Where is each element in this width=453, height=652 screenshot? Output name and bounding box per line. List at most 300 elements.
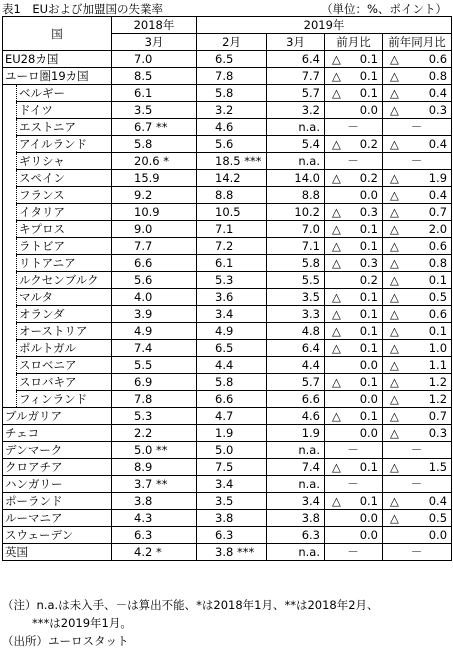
country-name: ルーマニア xyxy=(3,510,112,527)
value-2018-march: 4.0 xyxy=(112,289,197,306)
value-2019-march: n.a. xyxy=(267,153,325,170)
indent-cell xyxy=(3,391,17,408)
mom-change xyxy=(325,170,383,187)
value-2019-feb: 3.8 xyxy=(197,510,267,527)
value-2018-march: 6.7 ** xyxy=(112,119,197,136)
table-row xyxy=(3,425,452,442)
yoy-triangle: △ xyxy=(390,392,399,406)
mom-change xyxy=(325,527,383,544)
mom-change xyxy=(325,340,383,357)
yoy-triangle: △ xyxy=(390,103,399,117)
header-2019-feb: 2月 xyxy=(197,34,267,51)
table-row xyxy=(3,204,452,221)
yoy-triangle: △ xyxy=(390,409,399,423)
value-2019-march: n.a. xyxy=(267,544,325,561)
mom-change xyxy=(325,187,383,204)
value-2019-march: 7.4 xyxy=(267,459,325,476)
value-2018-march: 5.8 xyxy=(112,136,197,153)
yoy-change xyxy=(383,323,452,340)
country-name: チェコ xyxy=(3,425,112,442)
mom-value: 0.1 xyxy=(359,460,378,474)
value-2019-feb: 5.3 xyxy=(197,272,267,289)
yoy-value: － xyxy=(410,545,423,559)
mom-value: 0.1 xyxy=(359,307,378,321)
mom-change xyxy=(325,425,383,442)
yoy-value: 1.0 xyxy=(428,341,448,355)
yoy-value: － xyxy=(410,477,423,491)
indent-cell xyxy=(3,119,17,136)
country-name: ブルガリア xyxy=(3,408,112,425)
value-2019-feb: 3.5 xyxy=(197,493,267,510)
value-2019-march: 6.4 xyxy=(267,340,325,357)
mom-change xyxy=(325,68,383,85)
table-row xyxy=(3,459,452,476)
mom-value: 0.1 xyxy=(359,69,378,83)
table-row xyxy=(3,323,452,340)
country-name: リトアニア xyxy=(17,255,112,272)
table-row xyxy=(3,170,452,187)
yoy-change xyxy=(383,442,452,459)
table-row xyxy=(3,68,452,85)
value-2019-march: 1.9 xyxy=(267,425,325,442)
note-source: （出所）ユーロスタット xyxy=(2,634,129,648)
mom-triangle: △ xyxy=(332,239,341,253)
mom-value: 0.0 xyxy=(359,392,378,406)
table-row xyxy=(3,119,452,136)
table-row xyxy=(3,153,452,170)
value-2018-march: 6.1 xyxy=(112,85,197,102)
yoy-value: 0.7 xyxy=(428,205,448,219)
yoy-change xyxy=(383,102,452,119)
value-2019-march: 3.4 xyxy=(267,493,325,510)
value-2019-feb: 6.6 xyxy=(197,391,267,408)
value-2018-march: 8.9 xyxy=(112,459,197,476)
indent-cell xyxy=(3,374,17,391)
yoy-change xyxy=(383,119,452,136)
title-row xyxy=(2,1,451,17)
country-name: ドイツ xyxy=(17,102,112,119)
value-2018-march: 5.0 ** xyxy=(112,442,197,459)
mom-change xyxy=(325,408,383,425)
value-2019-march: 5.7 xyxy=(267,85,325,102)
indent-cell xyxy=(3,238,17,255)
yoy-change xyxy=(383,391,452,408)
value-2018-march: 10.9 xyxy=(112,204,197,221)
yoy-change xyxy=(383,459,452,476)
mom-change xyxy=(325,51,383,68)
yoy-triangle: △ xyxy=(390,341,399,355)
value-2018-march: 7.4 xyxy=(112,340,197,357)
yoy-value: 0.8 xyxy=(428,256,448,270)
value-2018-march: 5.6 xyxy=(112,272,197,289)
value-2019-feb: 5.6 xyxy=(197,136,267,153)
mom-change xyxy=(325,374,383,391)
mom-change xyxy=(325,442,383,459)
value-2018-march: 20.6 * xyxy=(112,153,197,170)
value-2019-march: 5.7 xyxy=(267,374,325,391)
mom-change xyxy=(325,204,383,221)
mom-triangle: △ xyxy=(332,86,341,100)
value-2019-feb: 5.8 xyxy=(197,374,267,391)
value-2018-march: 5.5 xyxy=(112,357,197,374)
value-2018-march: 4.2 * xyxy=(112,544,197,561)
country-name: ベルギー xyxy=(17,85,112,102)
value-2019-march: 14.0 xyxy=(267,170,325,187)
value-2019-feb: 6.5 xyxy=(197,340,267,357)
mom-change xyxy=(325,136,383,153)
country-name: マルタ xyxy=(17,289,112,306)
value-2018-march: 4.9 xyxy=(112,323,197,340)
country-name: エストニア xyxy=(17,119,112,136)
yoy-triangle: △ xyxy=(390,358,399,372)
country-name: ポルトガル xyxy=(17,340,112,357)
value-2019-feb: 14.2 xyxy=(197,170,267,187)
value-2019-march: 7.7 xyxy=(267,68,325,85)
value-2018-march: 4.3 xyxy=(112,510,197,527)
yoy-change xyxy=(383,357,452,374)
mom-value: 0.1 xyxy=(359,324,378,338)
mom-change xyxy=(325,391,383,408)
value-2018-march: 7.8 xyxy=(112,391,197,408)
yoy-change xyxy=(383,476,452,493)
value-2019-feb: 6.5 xyxy=(197,51,267,68)
table-row xyxy=(3,442,452,459)
yoy-triangle: △ xyxy=(390,137,399,151)
mom-change xyxy=(325,323,383,340)
indent-cell xyxy=(3,204,17,221)
yoy-triangle: △ xyxy=(390,222,399,236)
yoy-triangle: △ xyxy=(390,273,399,287)
value-2019-feb: 3.8 *** xyxy=(197,544,267,561)
yoy-value: 0.8 xyxy=(428,69,448,83)
yoy-change xyxy=(383,544,452,561)
mom-value: － xyxy=(347,120,359,134)
yoy-change xyxy=(383,408,452,425)
mom-change xyxy=(325,153,383,170)
table-row xyxy=(3,357,452,374)
yoy-value: 0.3 xyxy=(428,426,448,440)
value-2019-feb: 7.5 xyxy=(197,459,267,476)
table-row xyxy=(3,272,452,289)
mom-change xyxy=(325,510,383,527)
country-name: フィンランド xyxy=(17,391,112,408)
mom-triangle: △ xyxy=(332,290,341,304)
value-2019-march: 4.6 xyxy=(267,408,325,425)
indent-cell xyxy=(3,340,17,357)
yoy-value: 0.4 xyxy=(428,137,448,151)
yoy-triangle: △ xyxy=(390,307,399,321)
mom-value: － xyxy=(347,545,359,559)
value-2019-feb: 3.4 xyxy=(197,306,267,323)
note-line-2: ***は2019年1月。 xyxy=(32,616,132,630)
value-2019-march: n.a. xyxy=(267,119,325,136)
indent-cell xyxy=(3,153,17,170)
mom-value: － xyxy=(347,443,359,457)
value-2019-march: 6.4 xyxy=(267,51,325,68)
yoy-value: 0.1 xyxy=(428,273,448,287)
country-name: アイルランド xyxy=(17,136,112,153)
yoy-triangle: △ xyxy=(390,426,399,440)
yoy-value: 0.0 xyxy=(428,528,448,542)
country-name: ルクセンブルク xyxy=(17,272,112,289)
table-row xyxy=(3,221,452,238)
yoy-change xyxy=(383,170,452,187)
table-row xyxy=(3,306,452,323)
table-row xyxy=(3,187,452,204)
mom-change xyxy=(325,544,383,561)
table-row xyxy=(3,289,452,306)
value-2018-march: 15.9 xyxy=(112,170,197,187)
country-name: クロアチア xyxy=(3,459,112,476)
table-row xyxy=(3,340,452,357)
value-2019-feb: 3.4 xyxy=(197,476,267,493)
yoy-change xyxy=(383,272,452,289)
value-2019-march: 5.5 xyxy=(267,272,325,289)
mom-triangle: △ xyxy=(332,137,341,151)
country-name: スロバキア xyxy=(17,374,112,391)
mom-value: 0.3 xyxy=(359,256,378,270)
country-name: ハンガリー xyxy=(3,476,112,493)
value-2019-feb: 4.7 xyxy=(197,408,267,425)
value-2018-march: 5.3 xyxy=(112,408,197,425)
yoy-value: 0.5 xyxy=(428,290,448,304)
header-country: 国 xyxy=(3,17,112,51)
mom-change xyxy=(325,119,383,136)
yoy-value: 2.0 xyxy=(428,222,448,236)
mom-value: 0.2 xyxy=(359,137,378,151)
country-name: スウェーデン xyxy=(3,527,112,544)
yoy-value: 0.3 xyxy=(428,103,448,117)
note-line-1: （注）n.a.は未入手、－は算出不能、*は2018年1月、**は2018年2月、 xyxy=(2,598,379,612)
yoy-triangle: △ xyxy=(390,256,399,270)
table-row xyxy=(3,374,452,391)
mom-value: 0.0 xyxy=(359,426,378,440)
value-2018-march: 9.2 xyxy=(112,187,197,204)
value-2019-march: 5.4 xyxy=(267,136,325,153)
indent-cell xyxy=(3,221,17,238)
value-2018-march: 6.9 xyxy=(112,374,197,391)
mom-value: 0.0 xyxy=(359,528,378,542)
table-row xyxy=(3,136,452,153)
value-2019-feb: 4.6 xyxy=(197,119,267,136)
mom-value: 0.0 xyxy=(359,188,378,202)
value-2018-march: 2.2 xyxy=(112,425,197,442)
mom-change xyxy=(325,493,383,510)
value-2018-march: 8.5 xyxy=(112,68,197,85)
country-name: オーストリア xyxy=(17,323,112,340)
yoy-triangle: △ xyxy=(390,86,399,100)
mom-value: 0.1 xyxy=(359,86,378,100)
yoy-change xyxy=(383,68,452,85)
mom-change xyxy=(325,85,383,102)
yoy-triangle: △ xyxy=(390,494,399,508)
indent-cell xyxy=(3,187,17,204)
table-row xyxy=(3,85,452,102)
yoy-value: 1.1 xyxy=(428,358,448,372)
value-2019-march: 3.5 xyxy=(267,289,325,306)
mom-value: 0.1 xyxy=(359,409,378,423)
table-row xyxy=(3,544,452,561)
yoy-change xyxy=(383,85,452,102)
mom-triangle: △ xyxy=(332,341,341,355)
value-2019-march: n.a. xyxy=(267,442,325,459)
mom-change xyxy=(325,476,383,493)
yoy-change xyxy=(383,527,452,544)
country-name: フランス xyxy=(17,187,112,204)
value-2019-feb: 7.2 xyxy=(197,238,267,255)
value-2019-feb: 5.0 xyxy=(197,442,267,459)
yoy-triangle: △ xyxy=(390,460,399,474)
yoy-change xyxy=(383,255,452,272)
mom-triangle: △ xyxy=(332,52,341,66)
mom-triangle: △ xyxy=(332,222,341,236)
mom-value: 0.1 xyxy=(359,222,378,236)
yoy-value: 0.1 xyxy=(428,324,448,338)
mom-value: － xyxy=(347,477,359,491)
mom-triangle: △ xyxy=(332,171,341,185)
mom-change xyxy=(325,289,383,306)
header-2019-march: 3月 xyxy=(267,34,325,51)
value-2018-march: 7.7 xyxy=(112,238,197,255)
yoy-value: 1.5 xyxy=(428,460,448,474)
indent-cell xyxy=(3,306,17,323)
country-name: イタリア xyxy=(17,204,112,221)
yoy-value: 0.6 xyxy=(428,52,448,66)
indent-cell xyxy=(3,357,17,374)
mom-value: 0.0 xyxy=(359,103,378,117)
header-2018-march: 3月 xyxy=(112,34,197,51)
yoy-change xyxy=(383,238,452,255)
yoy-triangle: △ xyxy=(390,324,399,338)
yoy-change xyxy=(383,340,452,357)
value-2019-feb: 18.5 *** xyxy=(197,153,267,170)
notes xyxy=(2,596,451,650)
mom-value: 0.3 xyxy=(359,205,378,219)
value-2018-march: 3.9 xyxy=(112,306,197,323)
value-2019-feb: 1.9 xyxy=(197,425,267,442)
value-2019-feb: 5.8 xyxy=(197,85,267,102)
yoy-change xyxy=(383,51,452,68)
table-row xyxy=(3,510,452,527)
value-2019-march: 6.3 xyxy=(267,527,325,544)
value-2019-march: 6.6 xyxy=(267,391,325,408)
yoy-change xyxy=(383,136,452,153)
yoy-value: 0.4 xyxy=(428,188,448,202)
value-2019-march: 7.0 xyxy=(267,221,325,238)
yoy-triangle: △ xyxy=(390,52,399,66)
mom-change xyxy=(325,272,383,289)
table-body xyxy=(3,17,452,561)
yoy-value: 1.2 xyxy=(428,392,448,406)
yoy-value: 0.6 xyxy=(428,307,448,321)
value-2019-feb: 3.6 xyxy=(197,289,267,306)
value-2019-feb: 6.3 xyxy=(197,527,267,544)
yoy-value: 1.2 xyxy=(428,375,448,389)
indent-cell xyxy=(3,170,17,187)
mom-value: 0.2 xyxy=(359,273,378,287)
value-2019-feb: 6.1 xyxy=(197,255,267,272)
header-row-1 xyxy=(3,17,452,34)
yoy-triangle: △ xyxy=(390,205,399,219)
header-yoy: 前年同月比 xyxy=(383,34,452,51)
mom-triangle: △ xyxy=(332,324,341,338)
mom-triangle: △ xyxy=(332,375,341,389)
yoy-value: 0.7 xyxy=(428,409,448,423)
table-row xyxy=(3,238,452,255)
table-row xyxy=(3,493,452,510)
yoy-triangle: △ xyxy=(390,375,399,389)
value-2019-march: n.a. xyxy=(267,476,325,493)
mom-change xyxy=(325,238,383,255)
mom-value: 0.1 xyxy=(359,52,378,66)
yoy-value: － xyxy=(410,154,423,168)
yoy-change xyxy=(383,187,452,204)
indent-cell xyxy=(3,102,17,119)
mom-triangle: △ xyxy=(332,69,341,83)
value-2019-march: 8.8 xyxy=(267,187,325,204)
indent-cell xyxy=(3,323,17,340)
value-2018-march: 3.5 xyxy=(112,102,197,119)
yoy-change xyxy=(383,374,452,391)
mom-value: 0.1 xyxy=(359,239,378,253)
value-2019-feb: 10.5 xyxy=(197,204,267,221)
table-row xyxy=(3,476,452,493)
value-2019-march: 4.4 xyxy=(267,357,325,374)
country-name: キプロス xyxy=(17,221,112,238)
mom-value: 0.0 xyxy=(359,511,378,525)
mom-value: 0.0 xyxy=(359,358,378,372)
value-2019-feb: 8.8 xyxy=(197,187,267,204)
header-2019: 2019年 xyxy=(197,17,452,34)
value-2018-march: 6.6 xyxy=(112,255,197,272)
mom-value: － xyxy=(347,154,359,168)
yoy-triangle: △ xyxy=(390,511,399,525)
table-title: 表1 EUおよび加盟国の失業率 xyxy=(2,2,163,16)
country-name: ユーロ圏19カ国 xyxy=(3,68,112,85)
mom-triangle: △ xyxy=(332,256,341,270)
country-name: 英国 xyxy=(3,544,112,561)
country-name: オランダ xyxy=(17,306,112,323)
mom-triangle: △ xyxy=(332,205,341,219)
value-2019-march: 7.1 xyxy=(267,238,325,255)
table-row xyxy=(3,102,452,119)
value-2019-march: 4.8 xyxy=(267,323,325,340)
mom-change xyxy=(325,102,383,119)
indent-cell xyxy=(3,136,17,153)
yoy-value: 0.4 xyxy=(428,86,448,100)
indent-cell xyxy=(3,255,17,272)
mom-value: 0.2 xyxy=(359,171,378,185)
yoy-change xyxy=(383,425,452,442)
yoy-triangle: △ xyxy=(390,290,399,304)
value-2019-feb: 7.1 xyxy=(197,221,267,238)
yoy-value: 1.9 xyxy=(428,171,448,185)
yoy-change xyxy=(383,510,452,527)
unit-label: （単位：%、ポイント） xyxy=(321,2,447,16)
value-2019-march: 5.8 xyxy=(267,255,325,272)
mom-value: 0.1 xyxy=(359,290,378,304)
country-name: ポーランド xyxy=(3,493,112,510)
value-2018-march: 6.3 xyxy=(112,527,197,544)
country-name: EU28カ国 xyxy=(3,51,112,68)
value-2019-march: 10.2 xyxy=(267,204,325,221)
header-2018: 2018年 xyxy=(112,17,197,34)
mom-triangle: △ xyxy=(332,307,341,321)
mom-change xyxy=(325,306,383,323)
value-2019-march: 3.8 xyxy=(267,510,325,527)
indent-cell xyxy=(3,272,17,289)
table-row xyxy=(3,408,452,425)
